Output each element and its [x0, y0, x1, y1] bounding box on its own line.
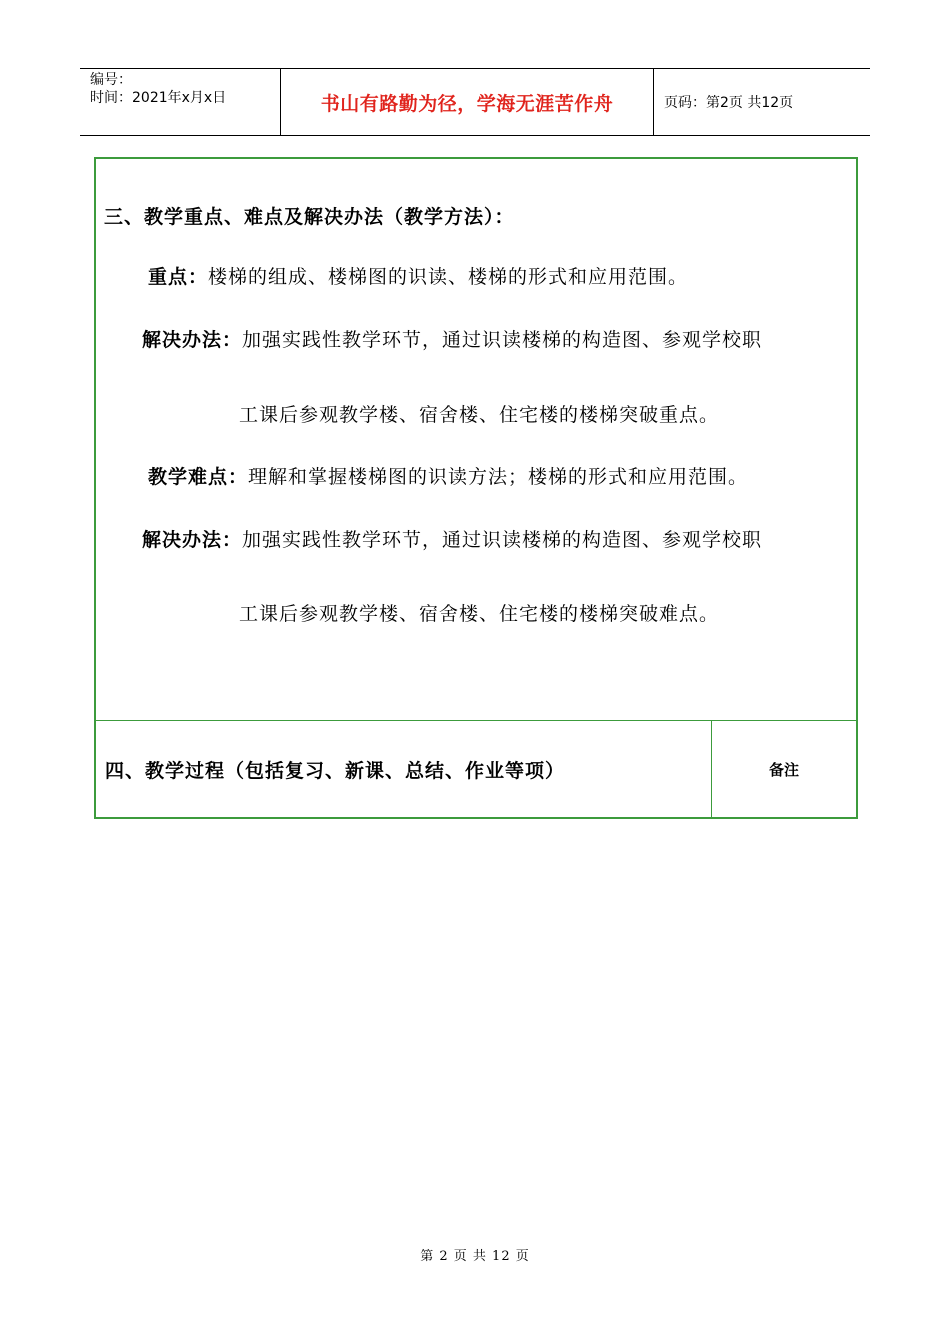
header-page-info: 页码：第2页 共12页 [664, 95, 794, 111]
solution1-text-line2: 工课后参观教学楼、宿舍楼、住宅楼的楼梯突破重点。 [239, 404, 720, 426]
solution1-text-line1: 加强实践性教学环节，通过识读楼梯的构造图、参观学校职 [242, 329, 763, 351]
date-label: 时间：2021年x月x日 [90, 90, 227, 106]
solution2-text-line1: 加强实践性教学环节，通过识读楼梯的构造图、参观学校职 [242, 529, 763, 551]
page-footer: 第 2 页 共 12 页 [420, 1249, 530, 1264]
key-point-row [148, 262, 688, 289]
solution1-label: 解决办法： [142, 329, 243, 351]
lesson-plan-table [94, 157, 858, 819]
page-header [80, 68, 870, 136]
solution2-label: 解决办法： [142, 529, 243, 551]
difficulty-text: 理解和掌握楼梯图的识读方法；楼梯的形式和应用范围。 [248, 466, 749, 488]
section3-title: 三、教学重点、难点及解决办法（教学方法）： [104, 206, 515, 228]
teaching-focus-section [96, 159, 856, 721]
note-label: 备注 [768, 760, 799, 779]
key-point-text: 楼梯的组成、楼梯图的识读、楼梯的形式和应用范围。 [208, 266, 689, 288]
header-motto: 书山有路勤为径，学海无涯苦作舟 [281, 69, 654, 135]
header-meta-cell [80, 69, 281, 135]
difficulty-row [148, 462, 748, 489]
section4-title: 四、教学过程（包括复习、新课、总结、作业等项） [96, 721, 712, 817]
solution2-row [142, 525, 762, 552]
solution2-text-line2: 工课后参观教学楼、宿舍楼、住宅楼的楼梯突破难点。 [239, 603, 720, 625]
key-point-label: 重点： [148, 266, 209, 288]
difficulty-label: 教学难点： [148, 466, 249, 488]
teaching-process-row [96, 721, 856, 817]
solution1-row [142, 325, 762, 352]
number-label: 编号： [90, 72, 132, 88]
